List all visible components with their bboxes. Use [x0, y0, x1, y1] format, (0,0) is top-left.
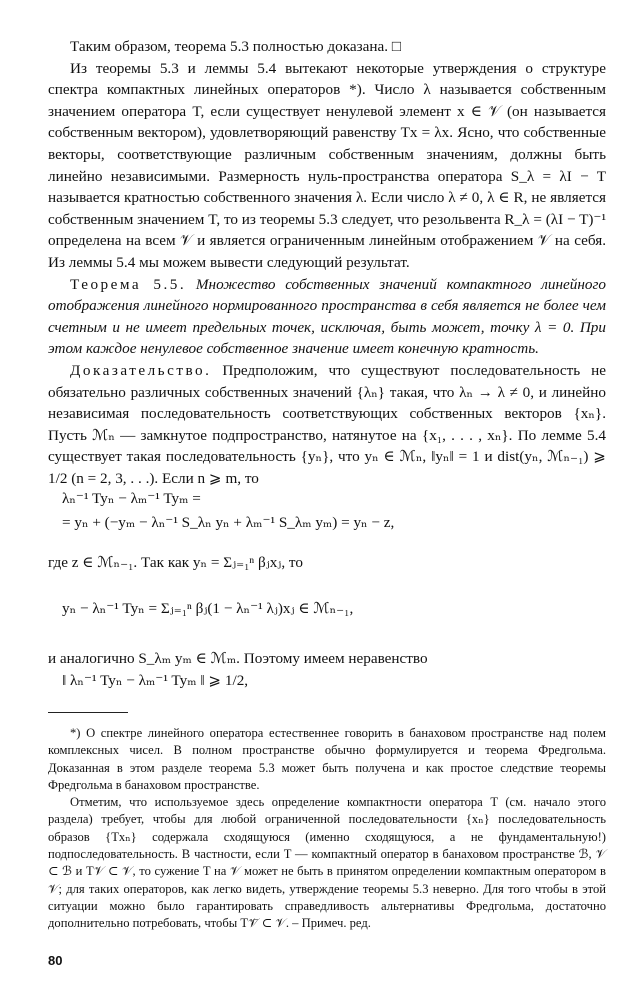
theorem-statement: Множество собственных значений компактного линейного отображения линейного нормированного пространства в себя является не более чем счетным и не имеет предельных точек, исключая, быть может, точку λ = 0. При этом каждое ненулевое собственное значение имеет конечную кратность. — [48, 275, 606, 358]
footnote-1: *) О спектре линейного оператора естественнее говорить в банаховом пространстве над полем комплексных чисел. В полном пространстве обычно формулируется и теорема Фредгольма. Доказанная в этом разделе теорема 5.3 может быть получена и как простое следствие теоремы Фредгольма в банаховом пространстве. — [48, 726, 606, 792]
proof-text: Предположим, что существуют последовательность не обязательно различных собственных значений {λₙ} такая, что λₙ → λ ≠ 0, и линейно независимая последовательность соответствующих собственных векторов {xₙ}. Пусть ℳₙ — замкнутое подпространство, натянутое на {x₁, . . . , xₙ}. По лемме 5.4 существует такая последовательность {yₙ}, что yₙ ∈ ℳₙ, ‖yₙ‖ = 1 и dist(yₙ, ℳₙ₋₁) ⩾ 1/2 (n = 2, 3, . . .). Если n ⩾ m, то — [48, 361, 607, 487]
equation-3: ‖ λₙ⁻¹ Tyₙ − λₘ⁻¹ Tyₘ ‖ ⩾ 1/2, — [62, 672, 249, 689]
proof-paragraph — [48, 360, 606, 490]
footnote-divider — [48, 712, 128, 713]
paragraph-conclusion: Таким образом, теорема 5.3 полностью доказана. □ — [70, 38, 401, 55]
equation-1-line-1: λₙ⁻¹ Tyₙ − λₘ⁻¹ Tyₘ = — [62, 490, 201, 507]
theorem-label: Теорема 5.5. — [70, 275, 187, 293]
main-text — [48, 36, 606, 489]
proof-label: Доказательство. — [70, 361, 212, 379]
equation-1-line-2: = yₙ + (−yₘ − λₙ⁻¹ S_λₙ yₙ + λₘ⁻¹ S_λₘ yₘ) = yₙ − z, — [62, 514, 395, 531]
footnote-2: Отметим, что используемое здесь определение компактности оператора T (см. начало этого раздела) требует, чтобы для любой ограниченной последовательности {xₙ} последовательность образов {Txₙ} содержала сходящуюся (именно сходящуюся, а не фундаментальную!) подпоследовательность. В частности, если T — компактный оператор в банаховом пространстве ℬ, 𝒱 ⊂ ℬ и T𝒱 ⊂ 𝒱, то сужение T на 𝒱 может не быть в принятом определении компактным оператором в 𝒱; для таких операторов, как легко видеть, утверждение теоремы 5.3 неверно. Для того чтобы в этой ситуации можно было гарантировать справедливость альтернативы Фредгольма, достаточно дополнительно потребовать, чтобы T𝒱̄ ⊂ 𝒱. – Примеч. ред. — [48, 795, 606, 931]
theorem-5-5 — [48, 274, 606, 360]
where-line: где z ∈ ℳₙ₋₁. Так как yₙ = Σⱼ₌₁ⁿ βⱼxⱼ, то — [48, 554, 303, 571]
paragraph-spectrum: Из теоремы 5.3 и леммы 5.4 вытекают некоторые утверждения о структуре спектра компактных линейных операторов *). Число λ называется собственным значением оператора T, если существует ненулевой элемент x ∈ 𝒱 (он называется собственным вектором), удовлетворяющий равенству Tx = λx. Ясно, что собственные векторы, соответствующие различным собственным значениям, должны быть линейно независимыми. Размерность нуль-пространства оператора S_λ = λI − T называется кратностью собственного значения λ. Если число λ ≠ 0, λ ∈ R, не является собственным значением T, то из теоремы 5.3 следует, что резольвента R_λ = (λI − T)⁻¹ определена на всем 𝒱 и является ограниченным линейным отображением 𝒱 на себя. Из леммы 5.4 мы можем вывести следующий результат. — [48, 59, 606, 271]
equation-2: yₙ − λₙ⁻¹ Tyₙ = Σⱼ₌₁ⁿ βⱼ(1 − λₙ⁻¹ λⱼ)xⱼ ∈ ℳₙ₋₁, — [62, 600, 354, 617]
page-number: 80 — [48, 953, 63, 968]
footnotes — [48, 725, 606, 933]
similar-line: и аналогично S_λₘ yₘ ∈ ℳₘ. Поэтому имеем неравенство — [48, 650, 428, 667]
